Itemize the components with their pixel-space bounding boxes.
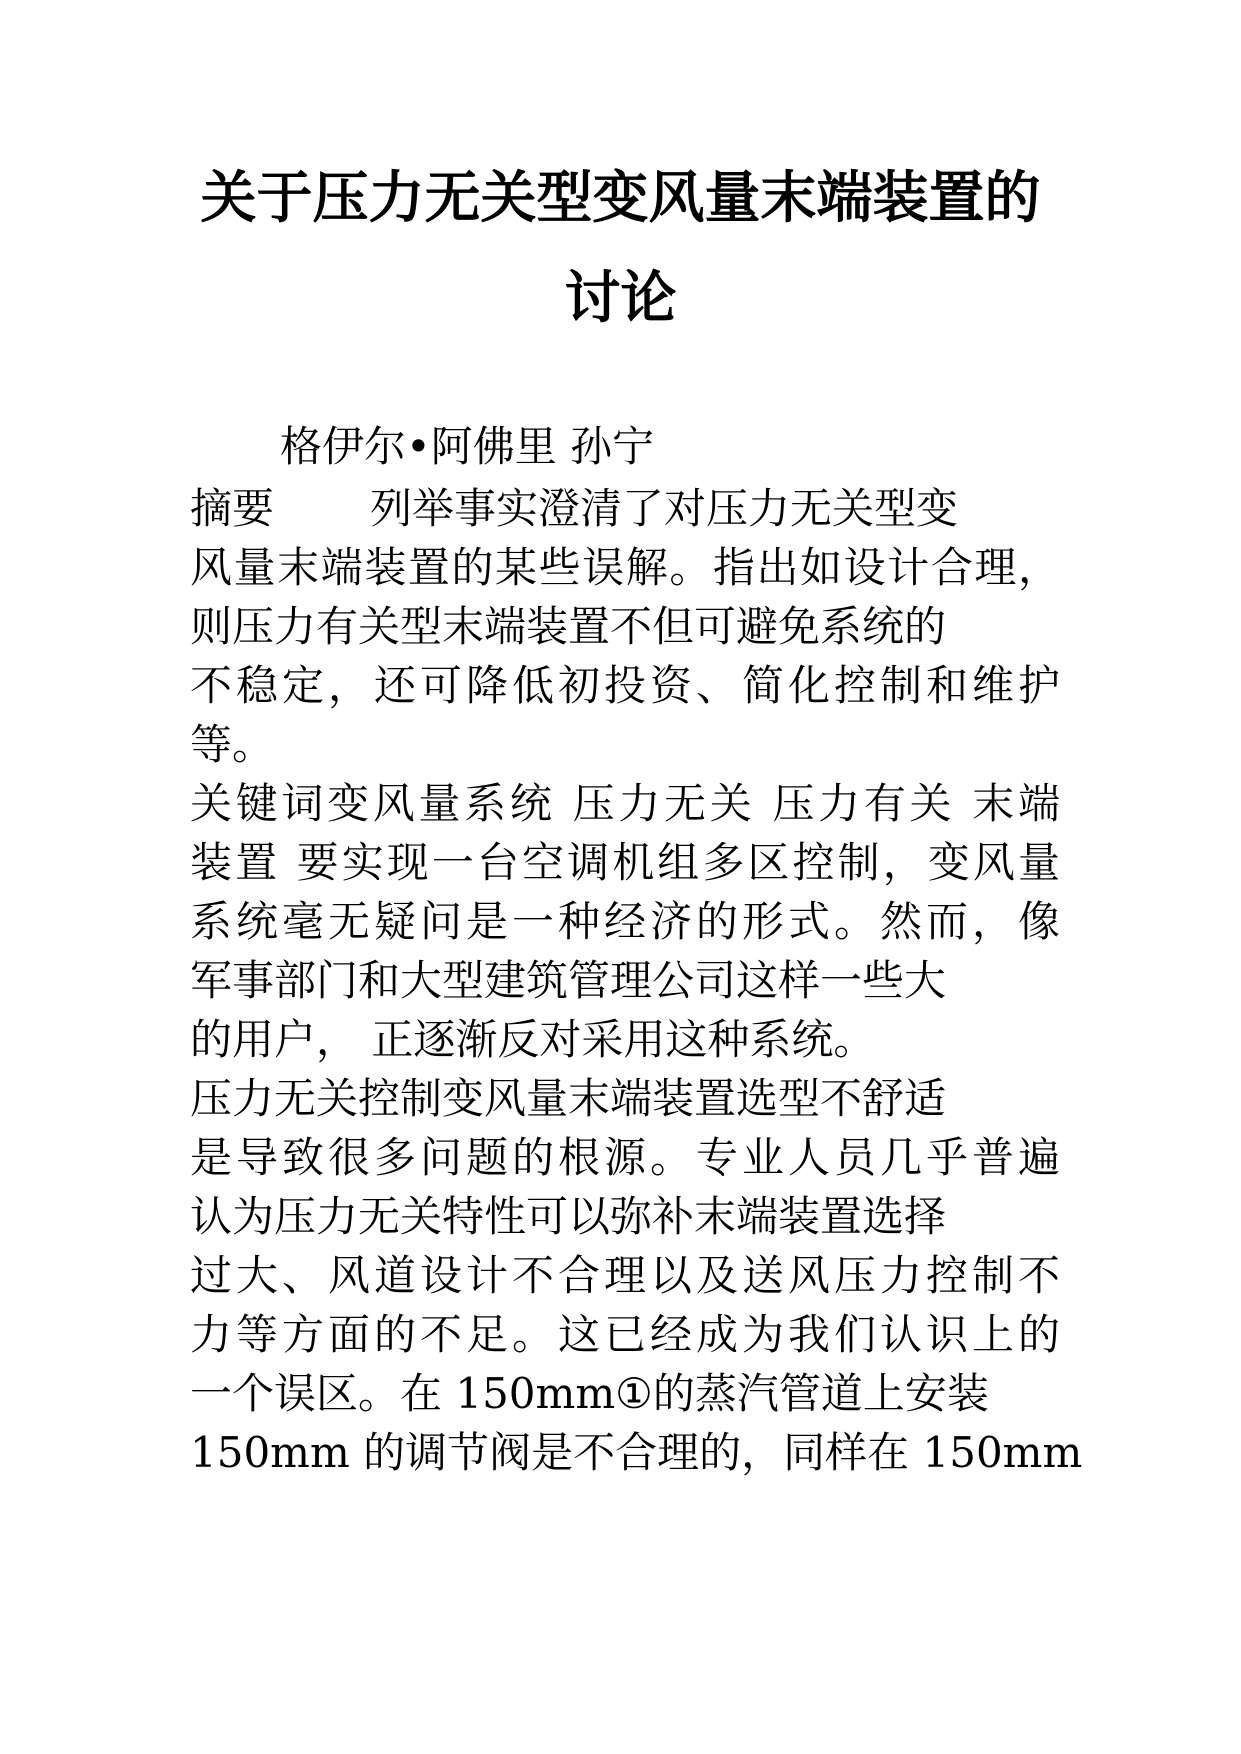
paragraph-line: 风量末端装置的某些误解。指出如设计合理， bbox=[190, 543, 1060, 592]
abstract-label: 摘要 bbox=[190, 484, 275, 533]
paragraph-line: 压力无关控制变风量末端装置选型不舒适 bbox=[190, 1074, 947, 1123]
paragraph-line: 军事部门和大型建筑管理公司这样一些大 bbox=[190, 956, 947, 1005]
paragraph-line: 不稳定，还可降低初投资、简化控制和维护 bbox=[190, 661, 1060, 710]
abstract-first-line bbox=[190, 480, 1060, 538]
paragraph-line: 的用户， 正逐渐反对采用这种系统。 bbox=[190, 1015, 876, 1064]
paragraph-line: 装置 要实现一台空调机组多区控制，变风量 bbox=[190, 838, 1060, 887]
paragraph-line: 认为压力无关特性可以弥补末端装置选择 bbox=[190, 1192, 947, 1241]
paragraph-line: 列举事实澄清了对压力无关型变 bbox=[370, 484, 959, 533]
paragraph-line: 则压力有关型末端装置不但可避免系统的 bbox=[190, 602, 947, 651]
paragraph-line: 一个误区。在 150mm①的蒸汽管道上安装 bbox=[190, 1369, 989, 1418]
keywords-line: 关键词变风量系统 压力无关 压力有关 末端 bbox=[190, 779, 1060, 828]
paragraph-line: 过大、风道设计不合理以及送风压力控制不 bbox=[190, 1251, 1060, 1300]
paragraph-line: 系统毫无疑问是一种经济的形式。然而，像 bbox=[190, 897, 1060, 946]
paragraph-line: 是导致很多问题的根源。专业人员几乎普遍 bbox=[190, 1133, 1060, 1182]
paragraph-line: 150mm 的调节阀是不合理的，同样在 150mm bbox=[190, 1428, 1083, 1477]
paragraph-line: 力等方面的不足。这已经成为我们认识上的 bbox=[190, 1310, 1060, 1359]
document-title-line-2: 讨论 bbox=[564, 265, 677, 331]
document-title-line-1: 关于压力无关型变风量末端装置的 bbox=[200, 165, 1041, 231]
authors: 格伊尔•阿佛里 孙宁 bbox=[280, 422, 655, 471]
paragraph-line: 等。 bbox=[190, 720, 275, 769]
